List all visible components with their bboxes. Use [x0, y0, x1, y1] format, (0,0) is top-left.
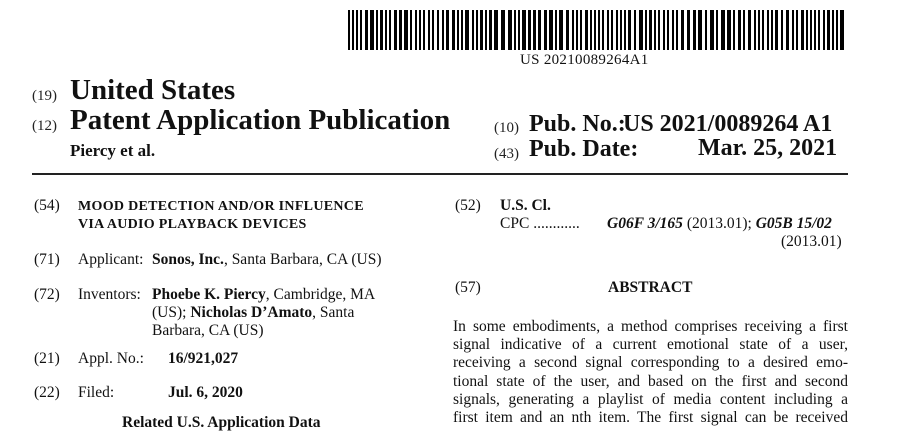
barcode-bar	[514, 10, 516, 50]
barcode-bar	[380, 10, 383, 50]
barcode-bar	[494, 10, 498, 50]
header-rule	[32, 173, 848, 175]
barcode-bar	[620, 10, 622, 50]
barcode-bar	[566, 10, 569, 50]
barcode-bar	[446, 10, 449, 50]
barcode-bar	[616, 10, 618, 50]
cpc-class-1: G06F 3/165	[607, 215, 683, 232]
inid-code-10: (10)	[494, 120, 519, 136]
filed-date: Jul. 6, 2020	[168, 384, 243, 401]
abstract-line: tional state of the user, and based on the first and second	[453, 372, 848, 390]
barcode-bar	[559, 10, 563, 50]
applicant	[152, 251, 382, 269]
barcode-bar	[442, 10, 444, 50]
inventors-line1	[152, 286, 375, 304]
barcode-bar	[428, 10, 430, 50]
barcode-bar	[549, 10, 553, 50]
barcode-bar	[598, 10, 600, 50]
barcode-bar	[508, 10, 512, 50]
invention-title-line2: VIA AUDIO PLAYBACK DEVICES	[78, 217, 307, 232]
barcode-bar	[687, 10, 690, 50]
barcode-bar	[634, 10, 636, 50]
barcode-bar	[572, 10, 574, 50]
barcode-bar	[781, 10, 783, 50]
inid-code-21: (21)	[34, 350, 60, 367]
abstract-line: signals, generating a playlist of media content including a	[453, 390, 848, 408]
cpc-line	[500, 215, 580, 233]
barcode-bar	[733, 10, 735, 50]
applicant-label: Applicant:	[78, 251, 144, 268]
barcode-bar	[437, 10, 439, 50]
barcode-bar	[672, 10, 674, 50]
barcode-bar	[389, 10, 391, 50]
barcode-bar	[758, 10, 760, 50]
invention-title-line1: MOOD DETECTION AND/OR INFLUENCE	[78, 199, 364, 214]
barcode-bar	[457, 10, 459, 50]
barcode-bar	[681, 10, 684, 50]
barcode-bar	[476, 10, 478, 50]
barcode-bar	[663, 10, 665, 50]
barcode-bar	[472, 10, 474, 50]
barcode-bar	[607, 10, 609, 50]
inid-code-12: (12)	[32, 118, 57, 134]
barcode-bar	[738, 10, 741, 50]
barcode-bar	[576, 10, 578, 50]
barcode-bar	[836, 10, 838, 50]
barcode-bar	[594, 10, 596, 50]
barcode-bar	[645, 10, 647, 50]
barcode-bar	[654, 10, 656, 50]
barcode-bar	[705, 10, 707, 50]
barcode-bar	[775, 10, 778, 50]
abstract-line: In some embodiments, a method comprises receiving a first	[453, 318, 848, 335]
abstract-text	[453, 318, 848, 427]
barcode-bar	[461, 10, 463, 50]
abstract-line: first item and an nth item. The first signal can be received	[453, 409, 848, 427]
barcode-bar	[767, 10, 769, 50]
barcode-bar	[419, 10, 421, 50]
barcode-bar	[602, 10, 604, 50]
applicant-name: Sonos, Inc.	[152, 251, 224, 268]
inid-code-43: (43)	[494, 146, 519, 162]
barcode-bar	[649, 10, 652, 50]
barcode-bar	[628, 10, 631, 50]
barcode-bar	[762, 10, 764, 50]
barcode-bar	[415, 10, 417, 50]
barcode-bar	[352, 10, 354, 50]
barcode-bar	[743, 10, 745, 50]
inventors-label: Inventors:	[78, 286, 141, 303]
barcode-bar	[771, 10, 773, 50]
pub-no-label: Pub. No.:	[529, 111, 626, 137]
inid-code-19: (19)	[32, 88, 57, 104]
barcode-bar	[348, 10, 350, 50]
barcode-bar	[667, 10, 669, 50]
barcode-bar	[356, 10, 358, 50]
barcode-bar	[480, 10, 483, 50]
barcode-bar	[676, 10, 678, 50]
barcode	[348, 10, 844, 50]
barcode-bar	[399, 10, 402, 50]
cpc-label: CPC	[500, 215, 530, 232]
barcode-bar	[611, 10, 613, 50]
inid-code-57: (57)	[455, 279, 481, 296]
inventor2-name: Nicholas D’Amato	[190, 304, 313, 321]
pub-date: Mar. 25, 2021	[698, 135, 838, 161]
barcode-bar	[823, 10, 825, 50]
barcode-bar	[818, 10, 820, 50]
barcode-bar	[710, 10, 714, 50]
barcode-bar	[465, 10, 469, 50]
appl-no: 16/921,027	[168, 350, 239, 367]
cpc-classes	[607, 215, 832, 233]
barcode-bar	[452, 10, 455, 50]
inid-code-71: (71)	[34, 251, 60, 268]
barcode-bar	[792, 10, 794, 50]
barcode-bar	[840, 10, 844, 50]
barcode-bar	[658, 10, 660, 50]
barcode-bar	[827, 10, 830, 50]
barcode-bar	[423, 10, 425, 50]
barcode-bar	[693, 10, 696, 50]
barcode-bar	[748, 10, 751, 50]
barcode-bar	[432, 10, 434, 50]
publication-type: Patent Application Publication	[70, 104, 451, 136]
barcode-bar	[814, 10, 816, 50]
barcode-bar	[801, 10, 804, 50]
us-cl-label: U.S. Cl.	[500, 197, 551, 214]
inid-code-22: (22)	[34, 384, 60, 401]
barcode-bar	[585, 10, 588, 50]
barcode-bar	[528, 10, 531, 50]
abstract-line: receiving a second signal corresponding to a desired emo-	[453, 354, 848, 372]
barcode-bar	[501, 10, 505, 50]
barcode-bar	[365, 10, 368, 50]
inventor2-location: , Santa	[312, 304, 355, 321]
cpc-class-2-year: (2013.01)	[781, 233, 842, 250]
barcode-bar	[538, 10, 541, 50]
barcode-bar	[489, 10, 492, 50]
inventor1-name: Phoebe K. Piercy	[152, 286, 266, 303]
inventors-line2	[152, 304, 354, 322]
cpc-class-2: G05B 15/02	[755, 215, 832, 232]
cpc-class-1-year: (2013.01);	[686, 215, 752, 232]
barcode-bar	[639, 10, 643, 50]
barcode-bar	[370, 10, 374, 50]
inventor1-location: , Cambridge, MA	[265, 286, 376, 303]
barcode-bar	[806, 10, 808, 50]
inventor1-country: (US);	[152, 304, 191, 321]
inid-code-72: (72)	[34, 286, 60, 303]
barcode-bar	[716, 10, 718, 50]
barcode-bar	[796, 10, 798, 50]
barcode-bar	[385, 10, 387, 50]
inventors-line3: Barbara, CA (US)	[152, 322, 264, 339]
pub-no: US 2021/0089264 A1	[623, 111, 833, 137]
authors: Piercy et al.	[70, 141, 156, 160]
barcode-bar	[555, 10, 557, 50]
barcode-bar	[624, 10, 626, 50]
filed-label: Filed:	[78, 384, 115, 401]
inid-code-52: (52)	[455, 197, 481, 214]
barcode-bar	[518, 10, 520, 50]
barcode-bar	[376, 10, 378, 50]
pub-date-label: Pub. Date:	[529, 136, 639, 162]
barcode-bar	[698, 10, 702, 50]
barcode-bar	[590, 10, 592, 50]
country: United States	[70, 74, 236, 106]
cpc-leader-dots: ............	[533, 215, 580, 232]
barcode-bar	[832, 10, 834, 50]
barcode-bar	[522, 10, 526, 50]
barcode-bar	[394, 10, 397, 50]
barcode-bar	[721, 10, 725, 50]
barcode-bar	[485, 10, 487, 50]
barcode-number: US 20210089264A1	[520, 52, 649, 68]
inid-code-54: (54)	[34, 197, 60, 214]
barcode-bar	[754, 10, 756, 50]
barcode-bar	[410, 10, 412, 50]
barcode-bar	[360, 10, 362, 50]
barcode-bar	[533, 10, 536, 50]
related-data-heading: Related U.S. Application Data	[122, 414, 321, 431]
applicant-location: , Santa Barbara, CA (US)	[223, 251, 382, 268]
barcode-bar	[727, 10, 731, 50]
abstract-line: signal indicative of a current emotional state of a user,	[453, 336, 848, 354]
barcode-bar	[810, 10, 812, 50]
barcode-bar	[404, 10, 408, 50]
barcode-bar	[580, 10, 582, 50]
appl-no-label: Appl. No.:	[78, 350, 144, 367]
abstract-heading: ABSTRACT	[608, 279, 693, 296]
barcode-bar	[786, 10, 789, 50]
barcode-bar	[544, 10, 547, 50]
